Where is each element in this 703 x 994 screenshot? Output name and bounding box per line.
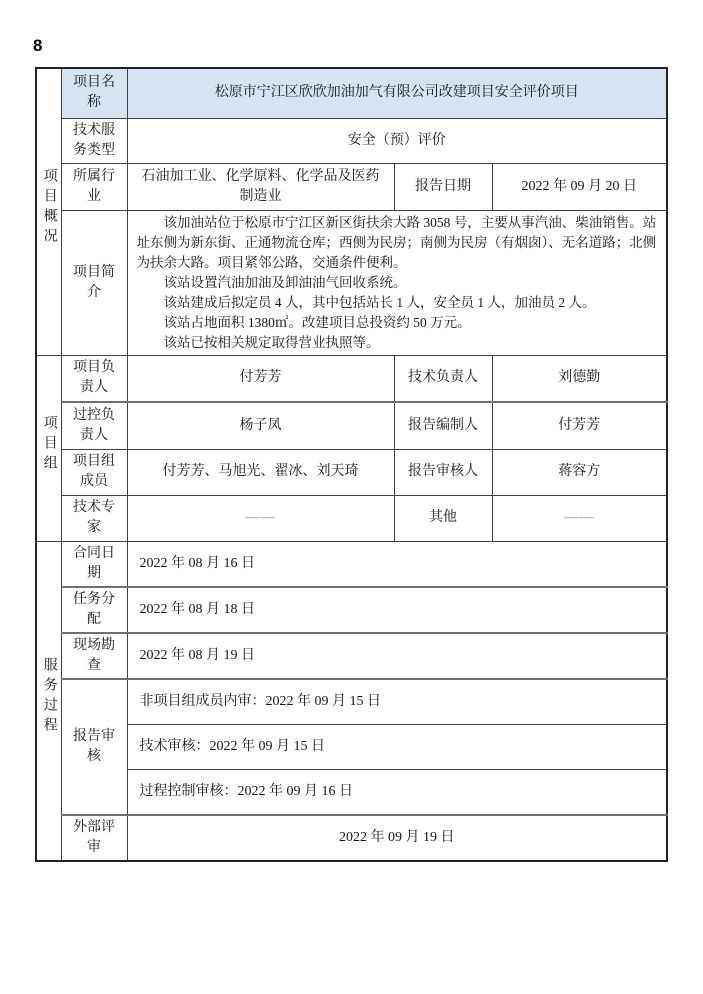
team-right-value: 蒋容方 (492, 449, 667, 495)
project-name-label: 项目名称 (61, 68, 127, 118)
report-review-item: 非项目组成员内审：2022 年 09 月 15 日 (127, 679, 667, 724)
intro-value (127, 210, 667, 355)
row-report-review (36, 679, 667, 724)
intro-paragraph: 该加油站位于松原市宁江区新区街扶余大路 3058 号，主要从事汽油、柴油销售。站址东侧为新东街、正通物流仓库；西侧为民房；南侧为民房（有烟囱）、无名道路；北侧为扶余大路。项目紧邻公路，交通条件便利。 (136, 214, 657, 270)
site-survey-label: 现场勘查 (61, 633, 127, 679)
report-date-value: 2022 年 09 月 20 日 (492, 163, 667, 210)
section-label-process (36, 541, 61, 861)
team-right-label: 报告审核人 (394, 449, 492, 495)
external-review-label: 外部评审 (61, 815, 127, 861)
team-left-label: 项目负责人 (61, 355, 127, 402)
external-review-value: 2022 年 09 月 19 日 (127, 815, 667, 861)
site-survey-value: 2022 年 08 月 19 日 (127, 633, 667, 679)
contract-date-label: 合同日期 (61, 541, 127, 587)
team-right-value: 刘德勤 (492, 355, 667, 402)
intro-paragraph: 该站建成后拟定员 4 人，其中包括站长 1 人，安全员 1 人，加油员 2 人。 (163, 294, 596, 310)
intro-label: 项目简介 (61, 210, 127, 355)
team-row (36, 449, 667, 495)
industry-value: 石油加工业、化学原料、化学品及医药制造业 (127, 163, 394, 210)
section-label-process-text: 服务过程 (41, 657, 57, 738)
report-date-label: 报告日期 (394, 163, 492, 210)
section-label-team (36, 355, 61, 541)
service-type-label: 技术服务类型 (61, 118, 127, 163)
team-right-label: 技术负责人 (394, 355, 492, 402)
row-report-review (36, 724, 667, 769)
intro-paragraph: 该站已按相关规定取得营业执照等。 (163, 334, 380, 350)
team-left-value: 杨子凤 (127, 402, 394, 449)
team-right-value: 付芳芳 (492, 402, 667, 449)
row-external-review (36, 815, 667, 861)
project-name-value: 松原市宁江区欣欣加油加气有限公司改建项目安全评价项目 (127, 68, 667, 118)
service-type-value: 安全（预）评价 (127, 118, 667, 163)
team-right-value: —— (492, 495, 667, 541)
row-task-assignment (36, 587, 667, 633)
team-row (36, 402, 667, 449)
contract-date-value: 2022 年 08 月 16 日 (127, 541, 667, 587)
intro-paragraph: 该站设置汽油加油及卸油油气回收系统。 (163, 274, 407, 290)
team-right-label: 其他 (394, 495, 492, 541)
team-left-label: 项目组成员 (61, 449, 127, 495)
row-site-survey (36, 633, 667, 679)
team-row (36, 355, 667, 402)
task-assignment-value: 2022 年 08 月 18 日 (127, 587, 667, 633)
task-assignment-label: 任务分配 (61, 587, 127, 633)
project-info-table (35, 67, 668, 862)
row-project-name (36, 68, 667, 118)
row-intro (36, 210, 667, 355)
page-number: 8 (33, 36, 43, 55)
team-left-label: 技术专家 (61, 495, 127, 541)
team-left-label: 过控负责人 (61, 402, 127, 449)
row-service-type (36, 118, 667, 163)
team-left-value: —— (127, 495, 394, 541)
industry-label: 所属行业 (61, 163, 127, 210)
report-review-item: 过程控制审核：2022 年 09 月 16 日 (127, 769, 667, 815)
section-label-overview-text: 项目概况 (41, 168, 57, 249)
team-left-value: 付芳芳、马旭光、翟冰、刘天琦 (127, 449, 394, 495)
section-label-overview (36, 68, 61, 355)
row-report-review (36, 769, 667, 815)
report-review-label: 报告审核 (61, 679, 127, 815)
team-row (36, 495, 667, 541)
team-right-label: 报告编制人 (394, 402, 492, 449)
report-review-item: 技术审核：2022 年 09 月 15 日 (127, 724, 667, 769)
section-label-team-text: 项目组 (41, 414, 57, 475)
team-left-value: 付芳芳 (127, 355, 394, 402)
row-contract-date (36, 541, 667, 587)
row-industry (36, 163, 667, 210)
intro-paragraph: 该站占地面积 1380㎡。改建项目总投资约 50 万元。 (163, 314, 471, 330)
